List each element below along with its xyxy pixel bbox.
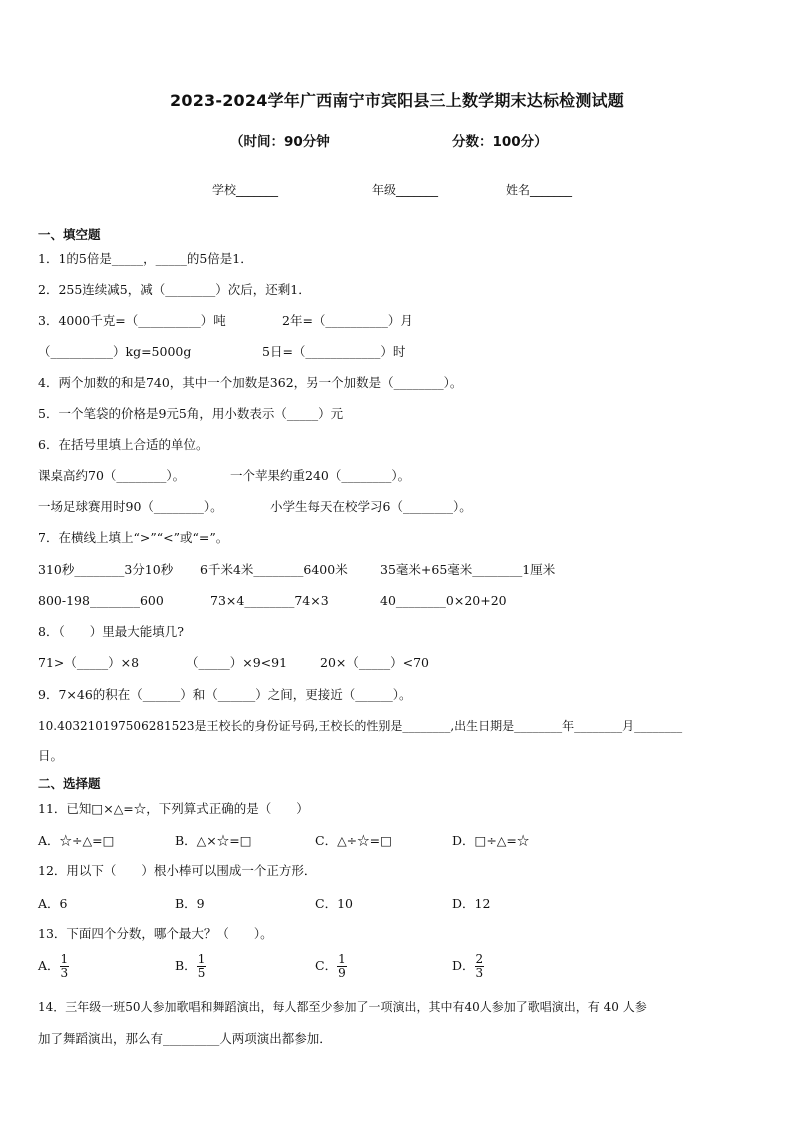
numerator: 2 [475,952,484,966]
fraction [60,953,70,980]
name-field: 姓名_______ [506,183,573,197]
q13-option-b[interactable] [175,953,206,980]
q12-option-d[interactable]: D．12 [452,896,491,911]
denominator: 9 [338,966,346,980]
q12-option-c[interactable]: C．10 [315,896,353,911]
exam-score: 分数：100分） [452,134,548,150]
exam-time: （时间：90分钟 [230,134,330,150]
fraction [475,953,485,980]
numerator: 1 [60,952,69,966]
question-2: 2．255连续减5，减（________）次后，还剩1． [38,282,311,297]
option-label: C． [315,958,338,973]
question-7e: 73×4________74×3 [210,593,329,608]
q13-option-a[interactable] [38,953,69,980]
section-fill-heading: 一、填空题 [38,227,101,242]
question-6a: 课桌高约70（________）。 [38,468,186,483]
question-8a: 71>（_____）×8 [38,655,140,670]
question-10-cont: 日。 [38,748,64,763]
question-6c: 一场足球赛用时90（________）。 [38,499,223,514]
q13-option-c[interactable] [315,953,347,980]
q11-option-c[interactable]: C．△÷☆=□ [315,833,392,848]
denominator: 3 [60,966,69,980]
question-11: 11．已知□×△=☆，下列算式正确的是（ ） [38,801,309,816]
question-7a: 310秒________3分10秒 [38,562,174,577]
question-7: 7．在横线上填上“>”“<”或“=”。 [38,530,229,545]
question-7b: 6千米4米________6400米 [200,562,348,577]
option-label: B． [175,958,197,973]
question-6d: 小学生每天在校学习6（________）。 [270,499,472,514]
question-3a: 3．4000千克=（__________）吨 [38,313,226,328]
q11-option-d[interactable]: D．□÷△=☆ [452,833,530,848]
question-14-cont: 加了舞蹈演出，那么有_________人两项演出都参加． [38,1031,332,1046]
grade-field: 年级_______ [372,183,439,197]
numerator: 1 [197,952,206,966]
question-5: 5．一个笔袋的价格是9元5角，用小数表示（_____）元 [38,406,344,421]
option-label: A． [38,958,60,973]
denominator: 5 [197,966,206,980]
question-9: 9．7×46的积在（______）和（______）之间，更接近（______）。 [38,687,412,702]
question-8c: 20×（_____）<70 [320,655,430,670]
question-10: 10.403210197506281523是王校长的身份证号码,王校长的性别是________,出生日期是________年________月________ [38,719,683,733]
page-title: 2023-2024学年广西南宁市宾阳县三上数学期末达标检测试题 [170,91,624,110]
question-7d: 800-198________600 [38,593,164,608]
question-8b: （_____）×9<91 [186,655,288,670]
section-choice-heading: 二、选择题 [38,776,101,791]
fraction [337,953,347,980]
question-12: 12．用以下（ ）根小棒可以围成一个正方形． [38,863,317,878]
option-label: D． [452,958,475,973]
question-3b: 2年=（__________）月 [282,313,413,328]
q11-option-a[interactable]: A．☆÷△=□ [38,833,115,848]
question-7c: 35毫米+65毫米________1厘米 [380,562,556,577]
school-field: 学校_______ [212,183,279,197]
q11-option-b[interactable]: B．△×☆=□ [175,833,252,848]
question-3c: （__________）kg=5000g [38,344,192,359]
question-7f: 40________0×20+20 [380,593,507,608]
question-6: 6．在括号里填上合适的单位。 [38,437,209,452]
q13-option-d[interactable] [452,953,484,980]
question-4: 4．两个加数的和是740，其中一个加数是362，另一个加数是（________）。 [38,375,463,390]
numerator: 1 [338,952,346,966]
fraction [197,953,207,980]
denominator: 3 [475,966,484,980]
q12-option-a[interactable]: A．6 [38,896,68,911]
question-1: 1．1的5倍是_____，_____的5倍是1． [38,251,253,266]
question-13: 13．下面四个分数，哪个最大？（ ）。 [38,926,273,941]
question-8: 8．（ ）里最大能填几? [38,624,184,639]
question-6b: 一个苹果约重240（________）。 [230,468,411,483]
question-3d: 5日=（____________）时 [262,344,406,359]
q12-option-b[interactable]: B．9 [175,896,205,911]
question-14: 14．三年级一班50人参加歌唱和舞蹈演出，每人都至少参加了一项演出，其中有40人参加了歌唱演出，有 40 人参 [38,1000,647,1014]
